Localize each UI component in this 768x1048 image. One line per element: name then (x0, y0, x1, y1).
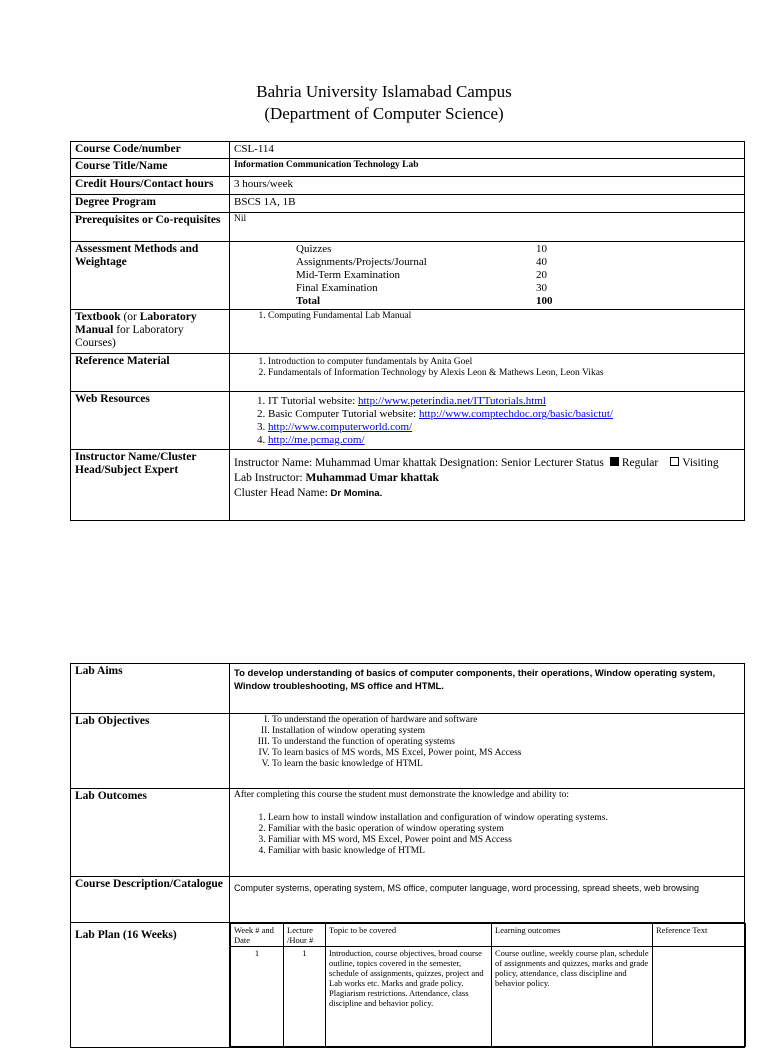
objective-item: V. To learn the basic knowledge of HTML (272, 759, 740, 770)
plan-header-cell: Reference Text (653, 924, 746, 947)
textbook-label-b: (or (120, 311, 140, 323)
assessment-weight: 20 (536, 269, 547, 281)
course-description-value: Computer systems, operating system, MS office, computer language, word processing, spread sheets, web browsing (230, 877, 745, 923)
web-resources-label: Web Resources (71, 392, 230, 450)
web-resource-item (268, 408, 740, 421)
course-code-label: Course Code/number (71, 142, 230, 159)
textbook-list (234, 311, 740, 322)
plan-header-cell: Lecture /Hour # (284, 924, 326, 947)
lab-objectives-label: Lab Objectives (71, 714, 230, 789)
lab-instructor-prefix: Lab Instructor: (234, 472, 306, 484)
lab-plan-table (230, 923, 746, 1047)
degree-program-value: BSCS 1A, 1B (230, 195, 745, 213)
plan-header-cell: Topic to be covered (326, 924, 492, 947)
instructor-value (230, 450, 745, 521)
assessment-name: Quizzes (296, 243, 332, 255)
assessment-name: Final Examination (296, 282, 378, 294)
status-visiting: Visiting (682, 457, 719, 469)
web-resource-item (268, 395, 740, 408)
web-resource-item (268, 434, 740, 447)
assessment-name: Assignments/Projects/Journal (296, 256, 427, 268)
credit-hours-value: 3 hours/week (230, 177, 745, 195)
lab-aims-label: Lab Aims (71, 664, 230, 714)
textbook-label-d: for Laboratory Courses) (75, 324, 184, 349)
prerequisites-value: Nil (230, 213, 745, 242)
plan-outcome: Course outline, weekly course plan, schedule of assignments and quizzes, marks and grade policy, attendance, class discipline and behavior policy. (492, 947, 653, 1047)
lab-instructor-line (234, 471, 740, 486)
web-resource-prefix: IT Tutorial website: (268, 395, 358, 407)
assessment-weight: 40 (536, 256, 547, 268)
objective-item: I. To understand the operation of hardware and software (272, 715, 740, 726)
lab-objectives-value (230, 714, 745, 789)
outcomes-intro: After completing this course the student must demonstrate the knowledge and ability to: (234, 790, 570, 800)
outcome-item: 3. Familiar with MS word, MS Excel, Power point and MS Access (268, 835, 740, 846)
reference-item: 1. Introduction to computer fundamentals by Anita Goel (268, 357, 740, 368)
plan-header-cell: Learning outcomes (492, 924, 653, 947)
department-title: (Department of Computer Science) (264, 104, 504, 123)
degree-program-label: Degree Program (71, 195, 230, 213)
cluster-head-name: : Dr Momina. (324, 488, 383, 499)
assessment-total-value: 100 (536, 295, 553, 307)
textbook-label-c: Laboratory Manual (75, 311, 197, 336)
lab-outcomes-list (234, 813, 740, 857)
reference-item: 2. Fundamentals of Information Technology by Alexis Leon & Mathews Leon, Leon Vikas (268, 368, 740, 379)
web-resource-prefix: Basic Computer Tutorial website: (268, 408, 419, 420)
empty-checkbox-icon (670, 457, 679, 466)
web-resource-link[interactable]: http://www.computerworld.com/ (268, 421, 413, 433)
cluster-head-line (234, 486, 740, 501)
assessment-weight: 30 (536, 282, 547, 294)
lab-aims-value: To develop understanding of basics of computer components, their operations, Window operating system, Window troubleshooting, MS office and HTML. (230, 664, 745, 714)
plan-header-row (231, 924, 746, 947)
plan-header-cell: Week # and Date (231, 924, 284, 947)
plan-reference (653, 947, 746, 1047)
assessment-cell (230, 242, 745, 310)
assessment-label: Assessment Methods and Weightage (71, 242, 230, 310)
lab-outcomes-value (230, 789, 745, 877)
plan-lecture: 1 (284, 947, 326, 1047)
course-title-label: Course Title/Name (71, 159, 230, 177)
web-resource-link[interactable]: http://www.peterindia.net/ITTutorials.html (357, 395, 546, 407)
textbook-label (71, 310, 230, 354)
filled-checkbox-icon (610, 457, 619, 466)
prerequisites-label: Prerequisites or Co-requisites (71, 213, 230, 242)
assessment-total-label: Total (296, 295, 321, 307)
lab-plan-label: Lab Plan (16 Weeks) (71, 923, 230, 1048)
objective-item: III. To understand the function of operating systems (272, 737, 740, 748)
textbook-item: 1. Computing Fundamental Lab Manual (268, 311, 740, 322)
course-info-table (70, 141, 745, 521)
objective-item: IV. To learn basics of MS words, MS Excel, Power point, MS Access (272, 748, 740, 759)
instructor-text: Instructor Name: Muhammad Umar khattak Designation: Senior Lecturer Status (234, 457, 604, 469)
web-resource-item (268, 421, 740, 434)
web-resources-list (234, 395, 740, 447)
objective-item: II. Installation of window operating system (272, 726, 740, 737)
plan-week: 1 (231, 947, 284, 1047)
assessment-grid (296, 243, 740, 308)
web-resource-link[interactable]: http://me.pcmag.com/ (268, 434, 365, 446)
textbook-value (230, 310, 745, 354)
course-title-value: Information Communication Technology Lab (230, 159, 745, 177)
status-regular: Regular (621, 457, 659, 469)
outcome-item: 4. Familiar with basic knowledge of HTML (268, 846, 740, 857)
cluster-head-prefix: Cluster Head Name (234, 487, 325, 499)
instructor-label: Instructor Name/Cluster Head/Subject Expert (71, 450, 230, 521)
web-resource-link[interactable]: http://www.comptechdoc.org/basic/basictut/ (418, 408, 613, 420)
assessment-name: Mid-Term Examination (296, 269, 401, 281)
credit-hours-label: Credit Hours/Contact hours (71, 177, 230, 195)
outcome-item: 1. Learn how to install window installation and configuration of window operating systems. (268, 813, 740, 824)
assessment-weight: 10 (536, 243, 547, 255)
table-row (231, 947, 746, 1047)
lab-info-table (70, 663, 745, 1048)
course-description-label: Course Description/Catalogue (71, 877, 230, 923)
outcome-item: 2. Familiar with the basic operation of window operating system (268, 824, 740, 835)
reference-list (234, 357, 740, 379)
lab-plan-cell (230, 923, 745, 1048)
reference-value (230, 354, 745, 392)
textbook-label-a: Textbook (75, 311, 121, 323)
lab-instructor-name: Muhammad Umar khattak (305, 472, 439, 484)
web-resources-value (230, 392, 745, 450)
lab-objectives-list (234, 715, 740, 770)
university-title: Bahria University Islamabad Campus (256, 82, 512, 101)
plan-topic: Introduction, course objectives, broad course outline, topics covered in the semester, schedule of assignments, quizzes, project and Lab works etc. Marks and grade policy. Plagiarism restrictions. Attendance, class discipline and behavior policy. (326, 947, 492, 1047)
lab-outcomes-label: Lab Outcomes (71, 789, 230, 877)
instructor-line (234, 456, 740, 471)
course-code-value: CSL-114 (230, 142, 745, 159)
reference-label: Reference Material (71, 354, 230, 392)
